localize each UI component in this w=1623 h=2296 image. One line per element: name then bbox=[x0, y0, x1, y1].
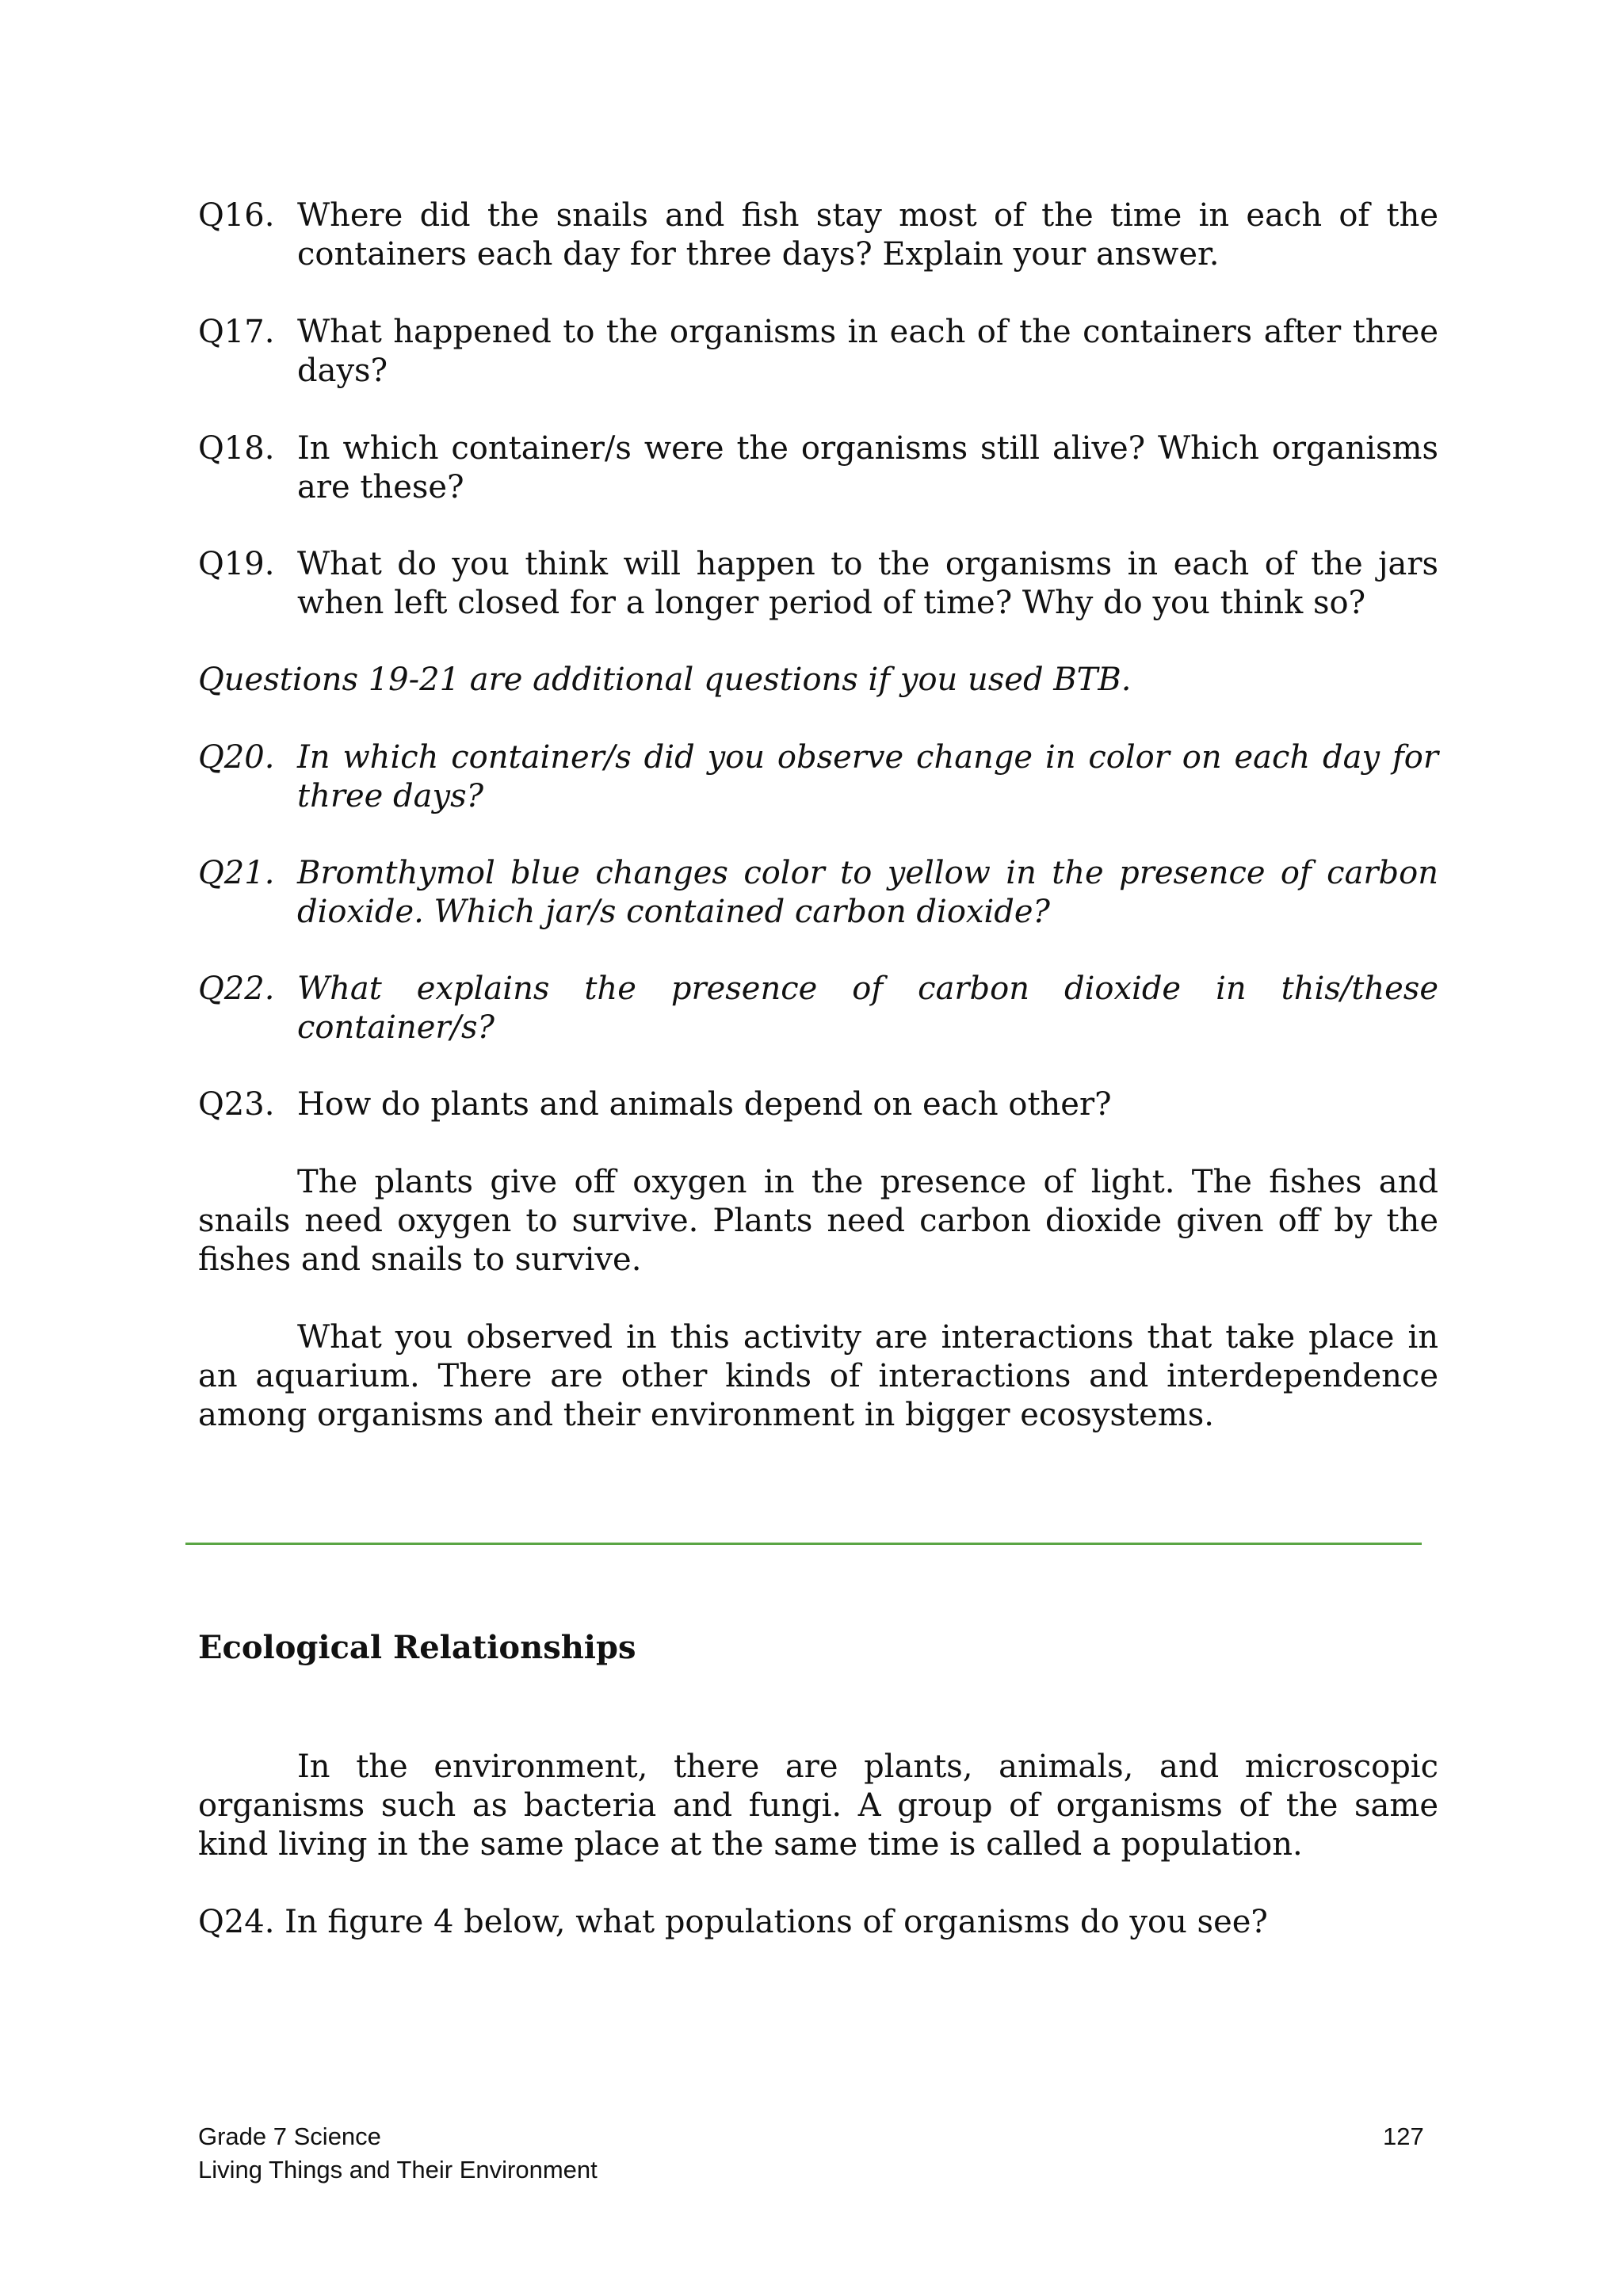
question-q17 bbox=[198, 313, 1438, 391]
question-text: What do you think will happen to the organisms in each of the jars when left closed for a longer period of time? Why do you think so? bbox=[297, 546, 1438, 621]
question-text: In which container/s were the organisms still alive? Which organisms are these? bbox=[297, 430, 1438, 505]
question-q22 bbox=[198, 970, 1438, 1047]
question-text: Bromthymol blue changes color to yellow in the presence of carbon dioxide. Which jar/s contained carbon dioxide? bbox=[297, 855, 1438, 930]
question-number: Q22. bbox=[198, 971, 275, 1007]
paragraph-population: In the environment, there are plants, animals, and microscopic organisms such as bacteria and fungi. A group of organisms of the same kind living in the same place at the same time is called a population. bbox=[198, 1749, 1438, 1863]
question-q18 bbox=[198, 429, 1438, 507]
question-number: Q23. bbox=[198, 1086, 275, 1123]
question-q19 bbox=[198, 545, 1438, 623]
question-text: Where did the snails and fish stay most of the time in each of the containers each day for three days? Explain your answer. bbox=[297, 197, 1438, 273]
paragraph-interactions: What you observed in this activity are interactions that take place in an aquarium. There are other kinds of interactions and interdependence among organisms and their environment in bigger ecosystems. bbox=[198, 1319, 1438, 1433]
footer-page-number: 127 bbox=[1383, 2122, 1424, 2150]
question-text: In which container/s did you observe change in color on each day for three days? bbox=[297, 739, 1438, 814]
question-text: How do plants and animals depend on each other? bbox=[297, 1086, 1112, 1123]
question-number: Q16. bbox=[198, 197, 275, 234]
footer-unit: Living Things and Their Environment bbox=[198, 2156, 598, 2183]
paragraph-interdependence: The plants give off oxygen in the presence of light. The fishes and snails need oxygen to survive. Plants need carbon dioxide given off by the fishes and snails to survive. bbox=[198, 1164, 1438, 1278]
question-text: What happened to the organisms in each of the containers after three days? bbox=[297, 314, 1438, 389]
question-q16 bbox=[198, 196, 1438, 274]
question-number: Q21. bbox=[198, 855, 275, 891]
question-q20 bbox=[198, 738, 1438, 816]
question-number: Q17. bbox=[198, 314, 275, 350]
question-number: Q18. bbox=[198, 430, 275, 467]
btb-note: Questions 19-21 are additional questions if you used BTB. bbox=[198, 662, 1132, 698]
section-heading: Ecological Relationships bbox=[198, 1629, 636, 1666]
question-q23 bbox=[198, 1085, 1438, 1124]
question-q21 bbox=[198, 854, 1438, 932]
footer-subject: Grade 7 Science bbox=[198, 2122, 381, 2150]
question-q24: Q24. In figure 4 below, what populations of organisms do you see? bbox=[198, 1904, 1268, 1940]
section-divider bbox=[185, 1543, 1422, 1545]
question-number: Q19. bbox=[198, 546, 275, 582]
question-text: What explains the presence of carbon dioxide in this/these container/s? bbox=[297, 971, 1438, 1046]
question-number: Q20. bbox=[198, 739, 275, 776]
